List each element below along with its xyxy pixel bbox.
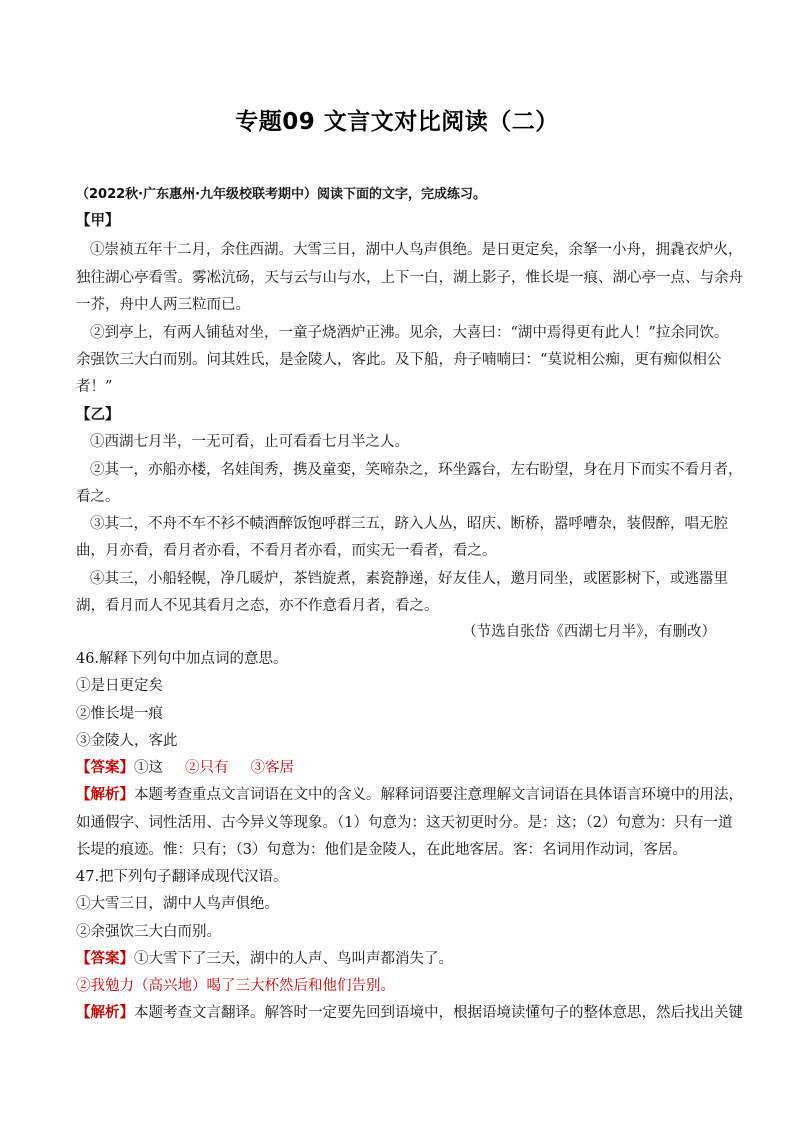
question-46-answer-line (76, 758, 718, 778)
passage-yi-line: ①西湖七月半，一无可看，止可看看七月半之人。 (90, 434, 409, 450)
passage-jia-line: 独往湖心亭看雪。雾凇沆砀，天与云与山与水，上下一白，湖上影子，惟长堤一痕、湖心亭一点、与余舟 (76, 270, 743, 286)
question-47-analysis-line (76, 1003, 743, 1023)
question-46-item: ③金陵人，客此 (76, 733, 178, 749)
answer-tag: 【答案】 (76, 950, 134, 967)
analysis-tag: 【解析】 (76, 786, 134, 803)
answer-item: ②只有 (185, 760, 229, 776)
passage-jia-heading: 【甲】 (76, 213, 120, 229)
question-47-item: ①大雪三日，湖中人鸟声俱绝。 (76, 896, 279, 912)
source-line: （2022秋·广东惠州·九年级校联考期中）阅读下面的文字，完成练习。 (76, 187, 487, 202)
question-47-answer-line (76, 949, 718, 969)
question-46-item: ①是日更定矣 (76, 678, 163, 694)
passage-yi-line: ③其二，不舟不车不衫不帻酒醉饭饱呼群三五，跻入人丛，昭庆、断桥，嚣呼嘈杂，装假醉，唱无腔 (90, 516, 728, 532)
question-47-prompt: 47.把下列句子翻译成现代汉语。 (76, 869, 288, 885)
passage-yi-heading: 【乙】 (76, 407, 120, 423)
page-title: 专题09 文言文对比阅读（二） (235, 109, 559, 135)
analysis-text: 本题考查文言翻译。解答时一定要先回到语境中，根据语境读懂句子的整体意思，然后找出关键 (134, 1005, 743, 1021)
passage-source-note: （节选自张岱《西湖七月半》，有删改） (462, 624, 716, 640)
passage-jia-line: ①崇祯五年十二月，余住西湖。大雪三日，湖中人鸟声俱绝。是日更定矣，余拏一小舟，拥毳衣炉火， (90, 242, 743, 258)
passage-yi-line: 湖，看月而人不见其看月之态，亦不作意看月者，看之。 (76, 598, 439, 614)
passage-yi-line: 看之。 (76, 489, 120, 505)
question-47-answer-line: ②我勉力（高兴地）喝了三大杯然后和他们告别。 (76, 978, 395, 994)
passage-yi-line: ④其三，小船轻幌，净几暖炉，茶铛旋煮，素瓷静递，好友佳人，邀月同坐，或匿影树下，或逃嚣里 (90, 571, 728, 587)
passage-yi-line: 曲，月亦看，看月者亦看，不看月者亦看，而实无一看者，看之。 (76, 543, 497, 559)
passage-yi-line: ②其一，亦船亦楼，名娃闺秀，携及童娈，笑啼杂之，环坐露台，左右盼望，身在月下而实不看月者， (90, 462, 743, 478)
analysis-tag: 【解析】 (76, 1004, 134, 1021)
question-47-item: ②余强饮三大白而别。 (76, 924, 221, 940)
answer-item: ①这 (134, 760, 163, 776)
answer-item: ③客居 (250, 760, 294, 776)
answer-tag: 【答案】 (76, 759, 134, 776)
question-46-item: ②惟长堤一痕 (76, 706, 163, 722)
answer-text: ①大雪下了三天，湖中的人声、鸟叫声都消失了。 (134, 951, 453, 967)
question-46-analysis-line: 如通假字、词性活用、古今异义等现象。（1）句意为：这天初更时分。是：这；（2）句意为：只有一道 (76, 815, 733, 831)
question-46-prompt: 46.解释下列句中加点词的意思。 (76, 651, 288, 667)
analysis-text: 本题考查重点文言词语在文中的含义。解释词语要注意理解文言词语在具体语言环境中的用法， (134, 787, 743, 803)
passage-jia-line: 余强饮三大白而别。问其姓氏，是金陵人，客此。及下船，舟子喃喃曰：“莫说相公痴，更有痴似相公 (76, 352, 722, 368)
passage-jia-line: ②到亭上，有两人铺毡对坐，一童子烧酒炉正沸。见余，大喜曰：“湖中焉得更有此人！”拉余同饮。 (90, 325, 729, 341)
passage-jia-line: 者！” (76, 379, 113, 395)
question-46-analysis-line: 长堤的痕迹。惟：只有；（3）句意为：他们是金陵人，在此地客居。客：名词用作动词，客居。 (76, 842, 687, 858)
passage-jia-line: 一芥，舟中人两三粒而已。 (76, 297, 250, 313)
question-46-analysis-line (76, 785, 743, 805)
